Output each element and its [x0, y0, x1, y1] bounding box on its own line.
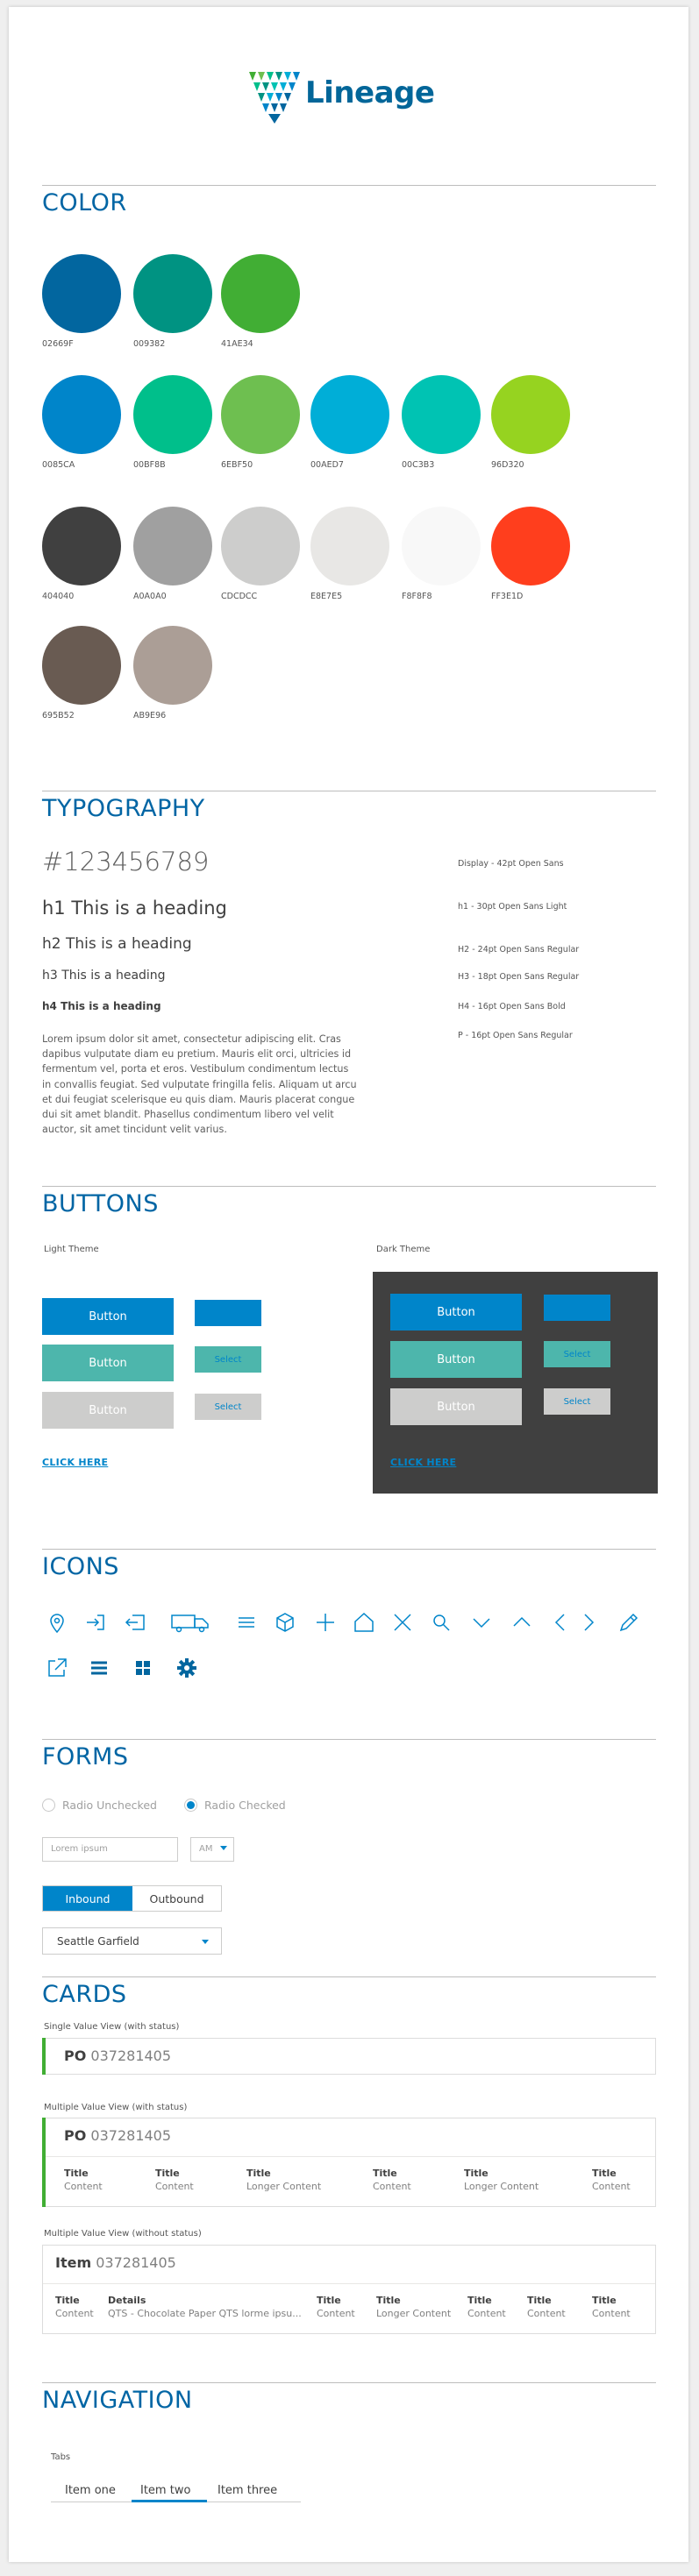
small-select-button-teal[interactable]: Select	[195, 1346, 261, 1373]
color-swatch-label: 695B52	[42, 711, 75, 720]
card-cell-title: Title	[467, 2295, 492, 2306]
location-select-value: Seattle Garfield	[57, 1935, 139, 1948]
color-swatch-label: 02669F	[42, 339, 74, 349]
menu-lines-icon[interactable]	[235, 1611, 258, 1634]
color-swatch-label: AB9E96	[133, 711, 167, 720]
grid-icon[interactable]	[132, 1657, 154, 1679]
color-swatch-label: F8F8F8	[402, 592, 432, 601]
section-divider	[42, 1976, 656, 1977]
card-title-prefix: Item	[55, 2254, 92, 2271]
text-input[interactable]: Lorem ipsum	[42, 1837, 178, 1862]
typography-h4-sample: h4 This is a heading	[42, 1000, 161, 1012]
card-cell	[64, 2168, 103, 2192]
primary-button[interactable]: Button	[42, 1298, 174, 1335]
card-cell	[55, 2295, 94, 2319]
tabs-label: Tabs	[51, 2452, 71, 2462]
radio-checked[interactable]	[184, 1799, 286, 1812]
color-swatch	[310, 375, 389, 470]
typography-spec-h1: h1 - 30pt Open Sans Light	[458, 902, 567, 912]
card-cell	[317, 2295, 355, 2319]
time-select-value: AM	[199, 1844, 213, 1854]
multi-value-card[interactable]	[42, 2118, 656, 2207]
section-title-forms: FORMS	[42, 1743, 129, 1771]
dark-theme-panel	[373, 1272, 658, 1494]
color-swatch-circle	[221, 254, 300, 333]
color-swatch-label: 009382	[133, 339, 166, 349]
color-swatch-circle	[42, 375, 121, 454]
lineage-logo	[247, 70, 458, 126]
radio-checked-label: Radio Checked	[204, 1799, 286, 1812]
color-swatch	[402, 507, 481, 601]
color-swatch-circle	[310, 375, 389, 454]
color-swatch-circle	[491, 507, 570, 585]
color-swatch	[221, 507, 300, 601]
card-cell-content: Content	[64, 2181, 103, 2192]
color-swatch-label: A0A0A0	[133, 592, 167, 601]
card-cell-title: Title	[246, 2168, 271, 2179]
card-cell-content: Content	[592, 2308, 631, 2319]
chevron-down-icon	[202, 1940, 209, 1944]
plus-icon[interactable]	[314, 1611, 337, 1634]
color-swatch-label: 00AED7	[310, 460, 344, 470]
segment-inbound[interactable]: Inbound	[43, 1886, 132, 1911]
color-swatch	[221, 375, 300, 470]
typography-spec-display: Display - 42pt Open Sans	[458, 859, 564, 869]
color-swatch	[133, 626, 212, 720]
color-swatch	[133, 254, 212, 349]
dark-disabled-button[interactable]: Button	[390, 1388, 522, 1425]
section-divider	[42, 1739, 656, 1740]
typography-spec-h4: H4 - 16pt Open Sans Bold	[458, 1002, 566, 1011]
typography-paragraph-sample: Lorem ipsum dolor sit amet, consectetur adipiscing elit. Cras dapibus vulputate diam eu pretium. Mauris elit orci, ultricies id fermentum vel, porta et eros. Vestibulum condimentum lectus in convallis feugiat. Sed vulputate fringilla felis. Aliquam ut arcu et dui feugiat scelerisque eu quis diam. Mauris placerat congue dui sit amet blandit. Phasellus condimentum libero vel velit auctor, sit amet tincidunt velit varius.	[42, 1033, 357, 1136]
color-swatch	[491, 375, 570, 470]
chevron-right-icon[interactable]	[577, 1611, 600, 1634]
color-swatch-circle	[402, 375, 481, 454]
color-swatch-circle	[133, 254, 212, 333]
card-cell-content: Content	[527, 2308, 566, 2319]
typography-spec-h2: H2 - 24pt Open Sans Regular	[458, 945, 580, 954]
color-swatch-circle	[42, 626, 121, 705]
card-title-prefix: PO	[64, 2127, 87, 2144]
radio-unchecked-label: Radio Unchecked	[62, 1799, 157, 1812]
section-divider	[42, 1549, 656, 1550]
location-select[interactable]	[42, 1927, 222, 1955]
card-title-value: 037281405	[96, 2254, 176, 2271]
card-cell-title: Title	[373, 2168, 397, 2179]
inbound-outbound-toggle	[42, 1885, 222, 1912]
lineage-logo-mark-icon	[247, 70, 302, 124]
box-icon[interactable]	[274, 1611, 296, 1634]
typography-display-sample: #123456789	[42, 847, 210, 876]
color-swatch	[221, 254, 300, 349]
card-cell-content: Content	[373, 2181, 411, 2192]
tab-item-one[interactable]: Item one	[65, 2484, 116, 2497]
card-multi-label: Multiple Value View (with status)	[44, 2103, 188, 2112]
typography-spec-p: P - 16pt Open Sans Regular	[458, 1031, 573, 1040]
color-swatch-circle	[133, 507, 212, 585]
color-swatch	[133, 507, 212, 601]
section-title-icons: ICONS	[42, 1553, 119, 1580]
radio-unchecked-dot[interactable]	[42, 1799, 55, 1812]
card-title	[55, 2254, 176, 2271]
color-swatch-circle	[42, 254, 121, 333]
status-bar	[42, 2118, 46, 2207]
close-icon[interactable]	[391, 1611, 414, 1634]
pencil-icon[interactable]	[617, 1611, 640, 1634]
typography-spec-h3: H3 - 18pt Open Sans Regular	[458, 972, 580, 982]
card-divider	[46, 2156, 655, 2157]
card-title	[64, 2047, 171, 2064]
chevron-up-icon[interactable]	[510, 1611, 533, 1634]
radio-checked-dot[interactable]	[184, 1799, 197, 1812]
card-cell-content: Longer Content	[246, 2181, 322, 2192]
click-here-link[interactable]: CLICK HERE	[42, 1457, 109, 1468]
card-cell	[527, 2295, 566, 2319]
color-swatch-circle	[310, 507, 389, 585]
color-swatch-label: 41AE34	[221, 339, 253, 349]
multi-value-card-no-status[interactable]	[42, 2245, 656, 2334]
status-bar	[42, 2038, 46, 2075]
card-divider	[43, 2283, 655, 2284]
color-swatch	[42, 507, 121, 601]
typography-h1-sample: h1 This is a heading	[42, 898, 227, 919]
card-cell	[155, 2168, 194, 2192]
section-title-typography: TYPOGRAPHY	[42, 795, 205, 822]
card-title-value: 037281405	[90, 2047, 172, 2064]
disabled-button[interactable]: Button	[42, 1392, 174, 1429]
small-primary-button[interactable]	[195, 1300, 261, 1326]
search-icon[interactable]	[430, 1611, 453, 1634]
card-cell-title: Title	[155, 2168, 180, 2179]
home-icon[interactable]	[353, 1611, 375, 1634]
card-cell-content: Content	[155, 2181, 194, 2192]
card-cell-content: Content	[317, 2308, 355, 2319]
color-swatch-label: 00C3B3	[402, 460, 435, 470]
card-cell	[376, 2295, 451, 2319]
single-value-card[interactable]	[42, 2038, 656, 2075]
gear-icon[interactable]	[175, 1657, 198, 1679]
list-icon[interactable]	[88, 1657, 111, 1679]
card-cell	[464, 2168, 539, 2192]
color-swatch	[42, 626, 121, 720]
dark-small-select-grey[interactable]: Select	[544, 1388, 610, 1415]
card-title-prefix: PO	[64, 2047, 87, 2064]
card-cell-content: Longer Content	[376, 2308, 452, 2319]
section-title-cards: CARDS	[42, 1981, 127, 2008]
card-cell-title: Title	[592, 2168, 617, 2179]
card-cell-content: QTS - Chocolate Paper QTS lorme ipsu...	[108, 2308, 302, 2319]
card-cell-content: Content	[592, 2181, 631, 2192]
color-swatch-label: 00BF8B	[133, 460, 166, 470]
card-cell	[592, 2168, 631, 2192]
color-swatch-label: E8E7E5	[310, 592, 343, 601]
color-swatch-label: CDCDCC	[221, 592, 258, 601]
active-tab-indicator	[132, 2500, 207, 2502]
card-cell-title: Title	[317, 2295, 341, 2306]
color-swatch-circle	[133, 626, 212, 705]
card-title	[64, 2127, 171, 2144]
card-cell	[592, 2295, 631, 2319]
card-cell-content: Content	[467, 2308, 506, 2319]
section-title-navigation: NAVIGATION	[42, 2387, 193, 2414]
section-divider	[42, 185, 656, 186]
section-title-buttons: BUTTONS	[42, 1190, 159, 1217]
color-swatch-label: 6EBF50	[221, 460, 253, 470]
dark-theme-label: Dark Theme	[376, 1245, 431, 1254]
card-cell-content: Content	[55, 2308, 94, 2319]
truck-icon[interactable]	[170, 1611, 210, 1634]
light-theme-label: Light Theme	[44, 1245, 99, 1254]
dark-small-primary-button[interactable]	[544, 1295, 610, 1321]
tab-item-two[interactable]: Item two	[140, 2484, 191, 2497]
color-swatch-circle	[402, 507, 481, 585]
style-guide-page	[9, 7, 688, 2562]
card-cell-title: Title	[55, 2295, 80, 2306]
small-select-button-grey[interactable]: Select	[195, 1394, 261, 1420]
map-pin-icon[interactable]	[46, 1611, 68, 1634]
card-cell-content: Longer Content	[464, 2181, 539, 2192]
tab-item-three[interactable]: Item three	[218, 2484, 278, 2497]
typography-h2-sample: h2 This is a heading	[42, 935, 192, 953]
card-cell-title: Title	[376, 2295, 401, 2306]
card-cell-title: Title	[527, 2295, 552, 2306]
section-divider	[42, 2382, 656, 2383]
color-swatch	[42, 375, 121, 470]
chevron-left-icon[interactable]	[549, 1611, 572, 1634]
card-nostatus-label: Multiple Value View (without status)	[44, 2229, 202, 2239]
lineage-wordmark: Lineage	[305, 75, 435, 110]
sign-in-icon[interactable]	[84, 1611, 107, 1634]
color-swatch-label: 404040	[42, 592, 75, 601]
dark-secondary-button[interactable]: Button	[390, 1341, 522, 1378]
dark-small-select-teal[interactable]: Select	[544, 1341, 610, 1367]
chevron-down-icon	[220, 1846, 227, 1850]
color-swatch-circle	[491, 375, 570, 454]
color-swatch	[491, 507, 570, 601]
color-swatch	[133, 375, 212, 470]
color-swatch-label: 0085CA	[42, 460, 75, 470]
sign-out-icon[interactable]	[124, 1611, 146, 1634]
chevron-down-icon[interactable]	[470, 1611, 493, 1634]
card-cell-title: Title	[592, 2295, 617, 2306]
dark-primary-button[interactable]: Button	[390, 1294, 522, 1331]
color-swatch-circle	[221, 375, 300, 454]
card-single-label: Single Value View (with status)	[44, 2022, 180, 2032]
color-swatch-circle	[42, 507, 121, 585]
color-swatch-label: FF3E1D	[491, 592, 524, 601]
card-cell-title: Details	[108, 2295, 146, 2306]
color-swatch-circle	[133, 375, 212, 454]
card-cell	[373, 2168, 411, 2192]
card-cell	[246, 2168, 321, 2192]
time-select[interactable]	[190, 1837, 234, 1862]
card-cell	[108, 2295, 302, 2319]
external-link-icon[interactable]	[46, 1657, 68, 1679]
segment-outbound[interactable]: Outbound	[149, 1891, 204, 1905]
card-cell-title: Title	[464, 2168, 489, 2179]
color-swatch	[310, 507, 389, 601]
color-swatch	[402, 375, 481, 470]
color-swatch-label: 96D320	[491, 460, 524, 470]
dark-click-here-link[interactable]: CLICK HERE	[390, 1457, 457, 1468]
radio-unchecked[interactable]	[42, 1799, 157, 1812]
typography-h3-sample: h3 This is a heading	[42, 969, 166, 983]
secondary-button[interactable]: Button	[42, 1345, 174, 1381]
card-cell-title: Title	[64, 2168, 89, 2179]
card-cell	[467, 2295, 506, 2319]
section-title-color: COLOR	[42, 189, 127, 216]
card-title-value: 037281405	[90, 2127, 172, 2144]
section-divider	[42, 1186, 656, 1187]
color-swatch-circle	[221, 507, 300, 585]
color-swatch	[42, 254, 121, 349]
